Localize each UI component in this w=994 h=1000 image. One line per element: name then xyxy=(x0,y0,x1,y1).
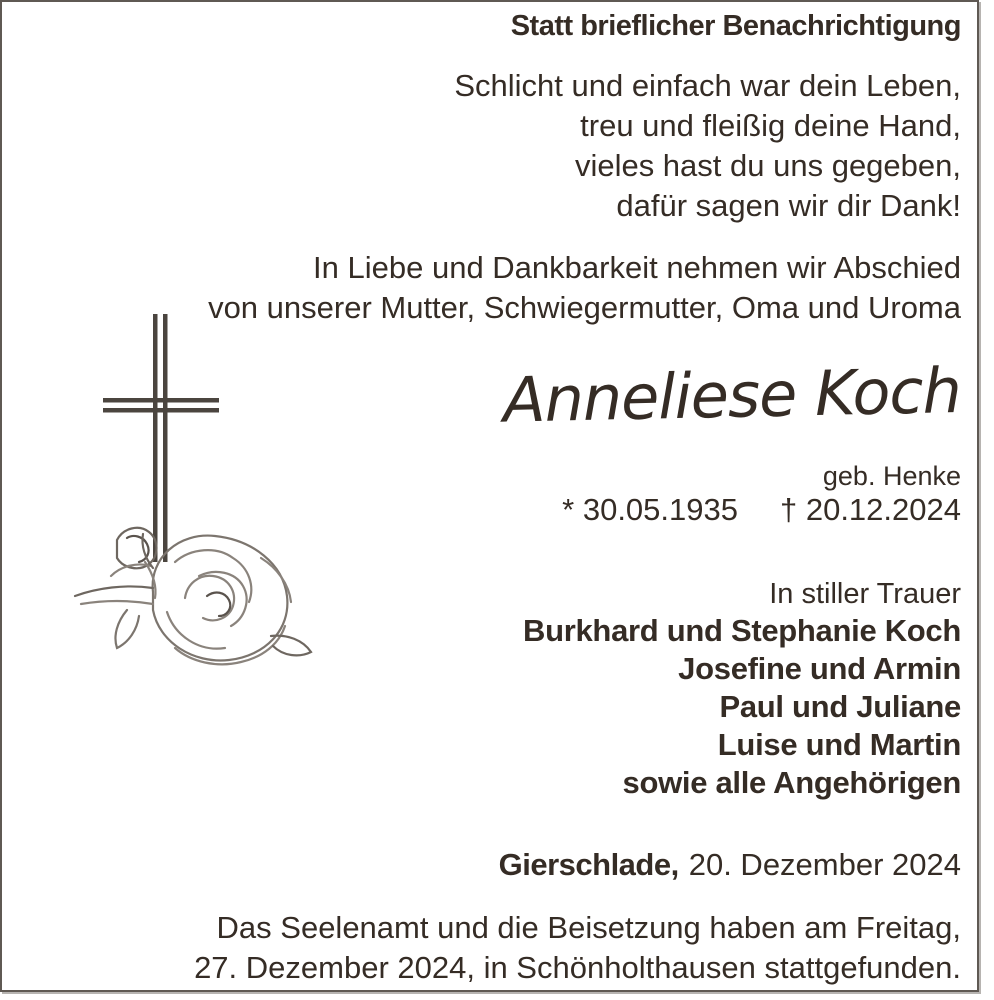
funeral-info-line: Das Seelenamt und die Beisetzung haben am Freitag, xyxy=(216,910,961,945)
mourner-line: sowie alle Angehörigen xyxy=(622,765,961,800)
poem-line: vieles hast du uns gegeben, xyxy=(574,148,961,183)
mourner-line: Burkhard und Stephanie Koch xyxy=(523,613,961,648)
cross-icon xyxy=(103,314,219,562)
life-dates xyxy=(562,492,961,528)
poem-line: Schlicht und einfach war dein Leben, xyxy=(454,68,961,103)
funeral-info-line: 27. Dezember 2024, in Schönholthausen stattgefunden. xyxy=(194,950,961,985)
place-date-line xyxy=(499,847,961,883)
intro-line: In Liebe und Dankbarkeit nehmen wir Abschied xyxy=(313,250,961,285)
place-name: Gierschlade, xyxy=(498,847,679,882)
mourner-line: Luise und Martin xyxy=(717,727,961,762)
rose-icon xyxy=(75,528,311,664)
funeral-info xyxy=(194,908,961,988)
notice-date: 20. Dezember 2024 xyxy=(688,847,961,882)
poem-line: dafür sagen wir dir Dank! xyxy=(616,188,961,223)
deceased-name: Anneliese Koch xyxy=(502,354,962,437)
death-date: † 20.12.2024 xyxy=(779,492,961,527)
poem-line: treu und fleißig deine Hand, xyxy=(580,108,961,143)
poem xyxy=(454,66,961,226)
preheader: Statt brieflicher Benachrichtigung xyxy=(510,10,961,42)
maiden-name: geb. Henke xyxy=(822,461,961,491)
mourning-label: In stiller Trauer xyxy=(769,578,961,610)
mourners-list xyxy=(523,612,961,802)
farewell-intro xyxy=(208,248,961,328)
birth-date: * 30.05.1935 xyxy=(562,492,738,527)
cross-rose-graphic xyxy=(57,300,337,670)
mourner-line: Paul und Juliane xyxy=(719,689,961,724)
intro-line: von unserer Mutter, Schwiegermutter, Oma und Uroma xyxy=(208,290,961,325)
mourner-line: Josefine und Armin xyxy=(678,651,961,686)
